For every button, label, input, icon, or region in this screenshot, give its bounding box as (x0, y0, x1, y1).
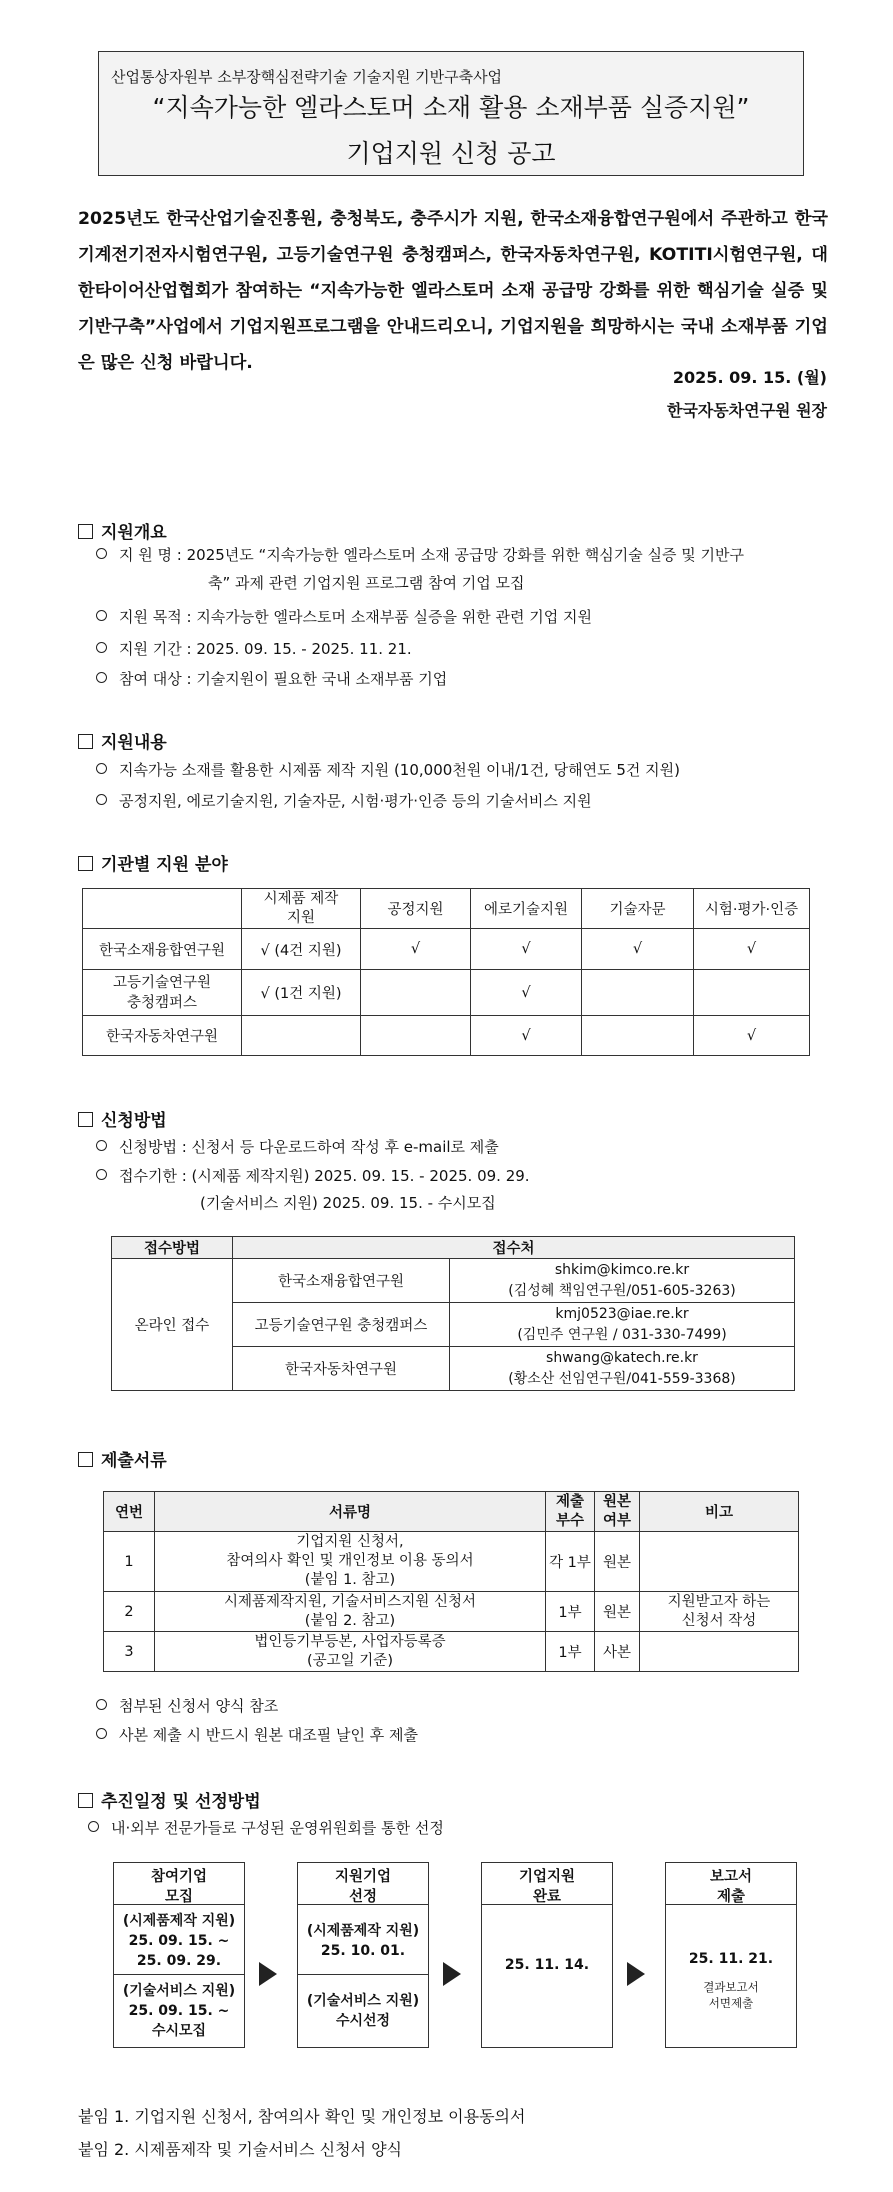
schedule-desc: 내·외부 전문가들로 구성된 운영위원회를 통한 선정 (88, 1815, 444, 1841)
checkbox-icon (78, 524, 93, 539)
cell (242, 1016, 361, 1056)
attachment-item: 붙임 1. 기업지원 신청서, 참여의사 확인 및 개인정보 이용동의서 (78, 2107, 526, 2126)
documents-note: 첨부된 신청서 양식 참조 (96, 1693, 278, 1719)
step-period-a: (시제품제작 지원) 25. 10. 01. (298, 1905, 428, 1975)
cell (582, 970, 694, 1016)
col-header: 비고 (640, 1492, 799, 1532)
circle-bullet-icon (96, 642, 107, 653)
checkbox-icon (78, 1452, 93, 1467)
cell: √ (694, 929, 810, 970)
circle-bullet-icon (96, 763, 107, 774)
cell (361, 970, 471, 1016)
checkbox-icon (78, 734, 93, 749)
section-schedule-heading: 추진일정 및 선정방법 (78, 1787, 261, 1812)
cell (640, 1532, 799, 1592)
method-cell: 온라인 접수 (112, 1259, 233, 1391)
checkbox-icon (78, 856, 93, 871)
cell: 2 (104, 1592, 155, 1632)
step-period-b: 결과보고서 서면제출 (703, 1980, 759, 2010)
table-row (83, 970, 810, 1016)
col-header: 시제품 제작 지원 (242, 889, 361, 929)
cell: 각 1부 (546, 1532, 595, 1592)
circle-bullet-icon (96, 1140, 107, 1151)
step-period-a: (시제품제작 지원) 25. 09. 15. ~ 25. 09. 29. (114, 1905, 244, 1975)
step-title: 기업지원 완료 (482, 1863, 612, 1905)
cell: 지원받고자 하는 신청서 작성 (640, 1592, 799, 1632)
step-period-a: 25. 11. 21. (688, 1951, 774, 1967)
overview-purpose: 지원 목적 : 지속가능한 엘라스토머 소재부품 실증을 위한 관련 기업 지원 (96, 604, 592, 630)
circle-bullet-icon (96, 794, 107, 805)
contact-cell (450, 1303, 795, 1347)
table-row (83, 929, 810, 970)
content-item: 공정지원, 에로기술지원, 기술자문, 시험·평가·인증 등의 기술서비스 지원 (96, 788, 592, 814)
org-cell: 한국자동차연구원 (83, 1016, 242, 1056)
checkbox-icon (78, 1112, 93, 1127)
circle-bullet-icon (96, 1728, 107, 1739)
col-header: 연번 (104, 1492, 155, 1532)
cell: 1부 (546, 1592, 595, 1632)
fields-table (82, 888, 810, 1056)
contact-cell (450, 1347, 795, 1391)
person-text: (김민주 연구원 / 031-330-7499) (517, 1326, 727, 1343)
apply-deadline: 접수기한 : (시제품 제작지원) 2025. 09. 15. - 2025. 09. 29. (96, 1163, 530, 1189)
cell: 1부 (546, 1632, 595, 1672)
section-overview-heading: 지원개요 (78, 518, 167, 543)
apply-deadline-2: (기술서비스 지원) 2025. 09. 15. - 수시모집 (200, 1194, 496, 1212)
schedule-step (481, 1862, 613, 2048)
intro-paragraph: 2025년도 한국산업기술진흥원, 충청북도, 충주시가 지원, 한국소재융합연구원에서 주관하고 한국기계전기전자시험연구원, 고등기술연구원 충청캠퍼스, 한국자동차연구원, KOTITI시험연구원, 대한타이어산업협회가 참여하는 “지속가능한 엘라스토머 소재 공급망 강화를 위한 핵심기술 실증 및 기반구축”사업에서 기업지원프로그램을 안내드리오니, 기업지원을 희망하시는 국내 소재부품 기업은 많은 신청 바랍니다. (78, 209, 828, 373)
content-item: 지속가능 소재를 활용한 시제품 제작 지원 (10,000천원 이내/1건, 당해연도 5건 지원) (96, 757, 680, 783)
cell: √ (694, 1016, 810, 1056)
step-title: 지원기업 선정 (298, 1863, 428, 1905)
cell: 3 (104, 1632, 155, 1672)
cell: 원본 (595, 1592, 640, 1632)
email-text: shwang@katech.re.kr (546, 1349, 698, 1366)
step-title: 보고서 제출 (666, 1863, 796, 1905)
cell: 법인등기부등본, 사업자등록증 (공고일 기준) (155, 1632, 546, 1672)
cell (361, 1016, 471, 1056)
org-cell: 고등기술연구원 충청캠퍼스 (83, 970, 242, 1016)
cell (694, 970, 810, 1016)
circle-bullet-icon (96, 1699, 107, 1710)
step-period-a: 25. 11. 14. (504, 1957, 590, 1973)
section-apply-heading: 신청방법 (78, 1106, 167, 1131)
col-header: 접수방법 (112, 1237, 233, 1259)
contact-cell (450, 1259, 795, 1303)
cell: 기업지원 신청서, 참여의사 확인 및 개인정보 이용 동의서 (붙임 1. 참고) (155, 1532, 546, 1592)
col-header: 기술자문 (582, 889, 694, 929)
circle-bullet-icon (96, 548, 107, 559)
step-period-b: (기술서비스 지원) 수시선정 (306, 1993, 420, 2029)
schedule-step (297, 1862, 429, 2048)
overview-target: 참여 대상 : 기술지원이 필요한 국내 소재부품 기업 (96, 666, 447, 692)
cell: √ (4건 지원) (242, 929, 361, 970)
signer: 한국자동차연구원 원장 (666, 401, 827, 420)
page-title: “지속가능한 엘라스토머 소재 활용 소재부품 실증지원” (152, 93, 750, 122)
cell: 원본 (595, 1532, 640, 1592)
arrow-right-icon (627, 1962, 645, 1986)
cell: √ (471, 929, 582, 970)
email-text: shkim@kimco.re.kr (554, 1261, 690, 1278)
cell: √ (471, 970, 582, 1016)
org-cell: 한국소재융합연구원 (233, 1259, 450, 1303)
circle-bullet-icon (88, 1821, 99, 1832)
org-cell: 한국소재융합연구원 (83, 929, 242, 970)
cell: 1 (104, 1532, 155, 1592)
attachment-item: 붙임 2. 시제품제작 및 기술서비스 신청서 양식 (78, 2140, 402, 2159)
person-text: (김성혜 책임연구원/051-605-3263) (508, 1282, 736, 1299)
col-header: 에로기술지원 (471, 889, 582, 929)
cell: √ (361, 929, 471, 970)
col-header: 시험·평가·인증 (694, 889, 810, 929)
overview-period: 지원 기간 : 2025. 09. 15. - 2025. 11. 21. (96, 636, 412, 662)
table-row (112, 1259, 795, 1303)
circle-bullet-icon (96, 672, 107, 683)
cell: 시제품제작지원, 기술서비스지원 신청서 (붙임 2. 참고) (155, 1592, 546, 1632)
circle-bullet-icon (96, 610, 107, 621)
overview-name-cont: 축” 과제 관련 기업지원 프로그램 참여 기업 모집 (208, 574, 525, 592)
checkbox-icon (78, 1793, 93, 1808)
email-text: kmj0523@iae.re.kr (555, 1305, 689, 1322)
org-cell: 고등기술연구원 충청캠퍼스 (233, 1303, 450, 1347)
section-documents-heading: 제출서류 (78, 1446, 167, 1471)
col-header: 서류명 (155, 1492, 546, 1532)
cell: √ (582, 929, 694, 970)
schedule-step (113, 1862, 245, 2048)
contact-table (111, 1236, 795, 1391)
cell: 사본 (595, 1632, 640, 1672)
cell (640, 1632, 799, 1672)
cell: √ (471, 1016, 582, 1056)
table-row (104, 1592, 799, 1632)
col-header: 접수처 (233, 1237, 795, 1259)
announcement-date: 2025. 09. 15. (월) (672, 368, 827, 387)
documents-note: 사본 제출 시 반드시 원본 대조필 날인 후 제출 (96, 1722, 418, 1748)
person-text: (황소산 선임연구원/041-559-3368) (508, 1370, 736, 1387)
schedule-step (665, 1862, 797, 2048)
title-box (98, 51, 804, 176)
circle-bullet-icon (96, 1169, 107, 1180)
step-title: 참여기업 모집 (114, 1863, 244, 1905)
table-row (104, 1532, 799, 1592)
arrow-right-icon (259, 1962, 277, 1986)
step-period-b: (기술서비스 지원) 25. 09. 15. ~ 수시모집 (122, 1983, 236, 2039)
documents-table (103, 1491, 799, 1672)
section-content-heading: 지원내용 (78, 728, 167, 753)
table-row (83, 1016, 810, 1056)
col-header: 원본 여부 (595, 1492, 640, 1532)
cell (582, 1016, 694, 1056)
table-row (104, 1632, 799, 1672)
arrow-right-icon (443, 1962, 461, 1986)
section-fields-heading: 기관별 지원 분야 (78, 850, 228, 875)
overview-name: 지 원 명 : 2025년도 “지속가능한 엘라스토머 소재 공급망 강화를 위한 핵심기술 실증 및 기반구 (96, 542, 744, 568)
table-corner (83, 889, 242, 929)
org-cell: 한국자동차연구원 (233, 1347, 450, 1391)
apply-method: 신청방법 : 신청서 등 다운로드하여 작성 후 e-mail로 제출 (96, 1134, 499, 1160)
col-header: 제출 부수 (546, 1492, 595, 1532)
page-subtitle: 기업지원 신청 공고 (346, 139, 556, 168)
col-header: 공정지원 (361, 889, 471, 929)
program-name: 산업통상자원부 소부장핵심전략기술 기술지원 기반구축사업 (111, 68, 503, 86)
cell: √ (1건 지원) (242, 970, 361, 1016)
